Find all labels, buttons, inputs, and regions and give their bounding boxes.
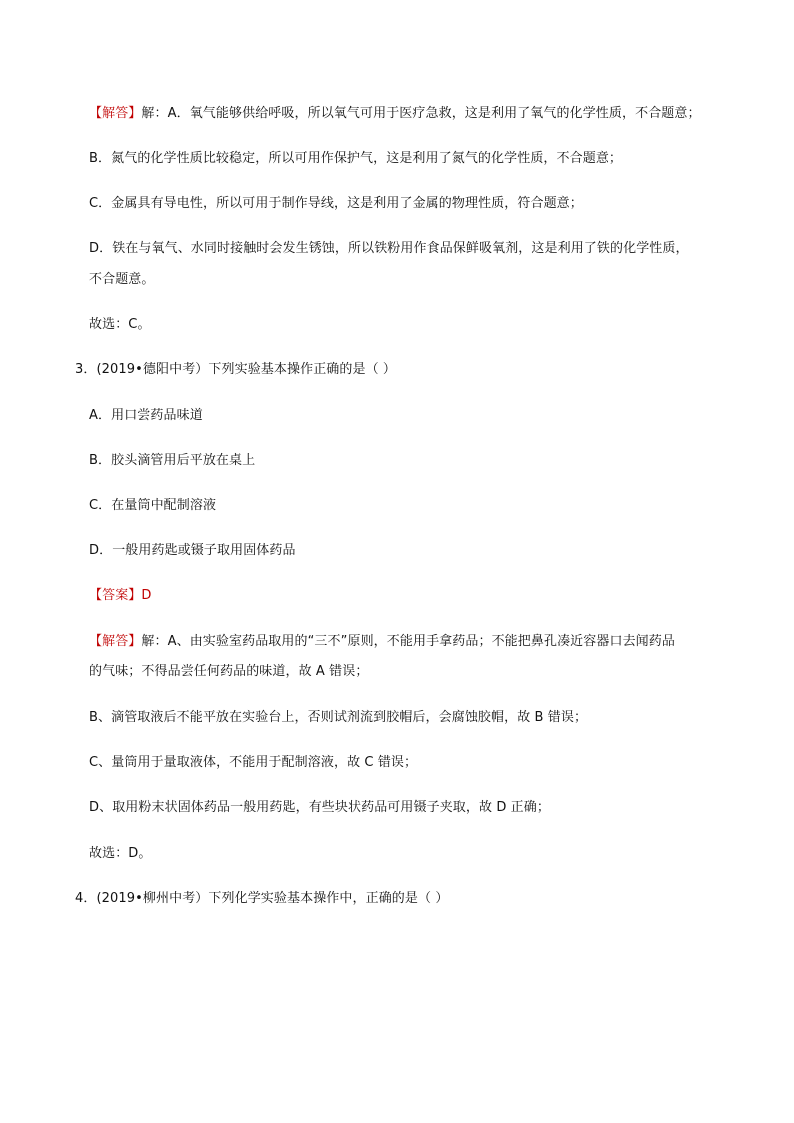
question-3: 3．(2019•德阳中考）下列实验基本操作正确的是（ ） — [75, 362, 397, 377]
solution-option-b: B．氮气的化学性质比较稳定，所以可用作保护气，这是利用了氮气的化学性质，不合题意； — [89, 151, 623, 166]
solution-option-d-cont: 不合题意。 — [89, 272, 155, 287]
solution-3-choice: 故选：D。 — [89, 846, 152, 861]
solution-3-line-4: C、量筒用于量取液体，不能用于配制溶液，故 C 错误； — [89, 755, 418, 770]
question-3-option-a: A．用口尝药品味道 — [89, 408, 203, 423]
question-4: 4．(2019•柳州中考）下列化学实验基本操作中，正确的是（ ） — [75, 891, 449, 906]
solution-3-line-2: 的气味；不得品尝任何药品的味道，故 A 错误； — [89, 664, 369, 679]
solution-text: 解：A．氧气能够供给呼吸，所以氧气可用于医疗急救，这是利用了氧气的化学性质，不合题意； — [141, 106, 701, 121]
solution-3-tag: 【解答】 — [89, 634, 142, 649]
solution-3-line-3: B、滴管取液后不能平放在实验台上，否则试剂流到胶帽后，会腐蚀胶帽，故 B 错误； — [89, 710, 588, 725]
solution-tag: 【解答】 — [89, 106, 142, 121]
question-3-option-b: B．胶头滴管用后平放在桌上 — [89, 453, 256, 468]
solution-3-line-1 — [89, 634, 675, 650]
solution-3-text: 解：A、由实验室药品取用的“三不”原则，不能用手拿药品；不能把鼻孔凑近容器口去闻药品 — [141, 634, 675, 649]
solution-choice: 故选：C。 — [89, 317, 151, 332]
solution-3-line-5: D、取用粉末状固体药品一般用药匙，有些块状药品可用镊子夹取，故 D 正确； — [89, 800, 550, 815]
solution-option-c: C．金属具有导电性，所以可用于制作导线，这是利用了金属的物理性质，符合题意； — [89, 196, 583, 211]
question-3-option-c: C．在量筒中配制溶液 — [89, 498, 217, 513]
answer-value: D — [141, 588, 152, 603]
answer-line — [89, 588, 152, 604]
solution-option-d: D．铁在与氧气、水同时接触时会发生锈蚀，所以铁粉用作食品保鲜吸氧剂，这是利用了铁的化学性质， — [89, 241, 689, 256]
solution-line — [89, 106, 701, 122]
answer-tag: 【答案】 — [89, 588, 142, 603]
question-3-option-d: D．一般用药匙或镊子取用固体药品 — [89, 543, 296, 558]
